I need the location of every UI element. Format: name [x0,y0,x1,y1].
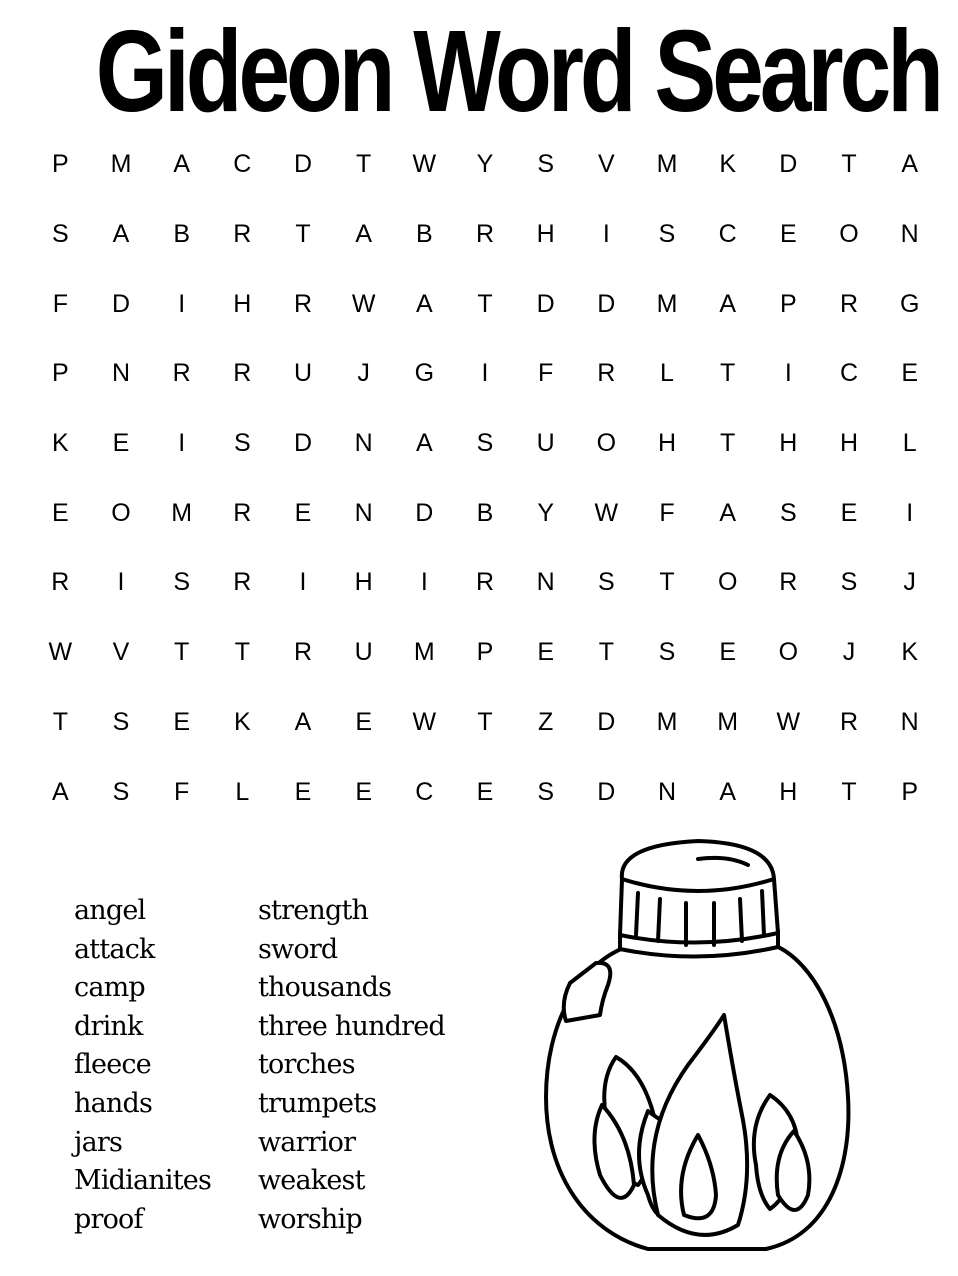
grid-letter: S [537,150,554,179]
grid-letter: R [839,707,859,736]
grid-letter: L [902,429,917,458]
grid-letter: T [720,359,736,388]
grid-letter: D [293,429,313,458]
grid-letter: W [412,707,437,736]
grid-letter: D [415,498,434,527]
grid-letter: I [420,568,428,597]
grid-letter: M [656,150,678,179]
grid-letter: B [415,220,433,249]
grid-letter: O [111,498,131,527]
grid-letter: O [717,568,738,597]
letter-grid [30,130,940,827]
grid-letter: J [903,568,916,597]
grid-letter: W [351,289,376,318]
grid-letter: O [839,220,859,249]
grid-letter: S [537,777,554,806]
grid-letter: P [476,638,494,667]
grid-letter: O [778,638,799,667]
grid-letter: R [475,568,495,597]
grid-letter: E [537,638,554,667]
grid-letter: R [233,568,252,597]
grid-letter: N [900,707,919,736]
grid-letter: U [354,638,373,667]
grid-letter: P [51,359,69,388]
grid-letter: R [597,359,616,388]
grid-letter: R [293,289,313,318]
grid-letter: R [172,359,191,388]
grid-letter: G [899,289,920,318]
grid-letter: E [294,777,312,806]
grid-letter: E [719,638,736,667]
grid-letter: H [839,429,859,458]
grid-letter: I [178,429,186,458]
grid-letter: A [901,150,918,179]
grid-letter: H [233,289,252,318]
grid-letter: R [839,289,859,318]
grid-letter: R [233,220,252,249]
grid-letter: I [906,498,914,527]
grid-letter: N [657,777,677,806]
grid-letter: W [48,638,73,667]
grid-letter: R [51,568,70,597]
word-list-item: worship [258,1203,362,1235]
grid-letter: F [659,498,675,527]
grid-letter: E [779,220,797,249]
grid-letter: R [233,359,252,388]
grid-letter: D [779,150,798,179]
grid-letter: V [112,638,130,667]
word-list-item: angel [74,895,146,926]
grid-letter: H [657,429,677,458]
word-list-item: weakest [258,1165,365,1197]
grid-letter: S [233,429,251,458]
grid-letter: T [234,638,250,667]
grid-letter: D [597,707,616,736]
grid-letter: S [173,568,190,597]
grid-letter: G [414,359,435,388]
word-list-item: fleece [74,1049,151,1081]
word-list-item: strength [258,895,369,926]
word-list-left [74,892,211,1239]
grid-letter: V [597,150,615,179]
word-list-item: trumpets [258,1087,377,1119]
grid-letter: M [171,498,193,527]
grid-letter: A [719,289,736,318]
grid-letter: Y [476,150,494,179]
grid-letter: A [51,777,69,806]
grid-letter: S [112,707,130,736]
jar-cap-ridge [658,899,660,941]
grid-letter: D [597,777,616,806]
grid-letter: E [51,498,69,527]
grid-letter: B [476,498,494,527]
grid-letter: R [779,568,798,597]
grid-letter: A [415,289,433,318]
grid-letter: N [536,568,555,597]
grid-letter: I [481,359,489,388]
jar-with-flame-icon [538,835,858,1260]
word-list-item: three hundred [258,1010,445,1042]
grid-letter: M [110,150,132,179]
grid-letter: T [174,638,190,667]
grid-letter: N [900,220,919,249]
grid-letter: T [295,220,311,249]
word-list-item: torches [258,1049,355,1081]
grid-letter: P [901,777,918,806]
grid-letter: F [174,777,190,806]
grid-letter: F [538,359,554,388]
grid-letter: E [355,777,372,806]
grid-letter: S [840,568,858,597]
grid-letter: T [477,289,493,318]
grid-letter: C [415,777,434,806]
grid-letter: D [293,150,313,179]
grid-letter: U [536,429,555,458]
grid-letter: A [173,150,190,179]
grid-letter: R [475,220,495,249]
grid-letter: S [51,220,69,249]
grid-letter: W [776,707,801,736]
grid-letter: E [840,498,858,527]
grid-letter: T [598,638,614,667]
grid-letter: C [233,150,252,179]
grid-letter: J [357,359,370,388]
grid-letter: E [173,707,190,736]
grid-letter: D [597,289,616,318]
grid-letter: S [597,568,615,597]
jar-cap-ridge [636,893,638,935]
grid-letter: A [294,707,312,736]
jar-cap-ridge [740,899,742,941]
grid-letter: K [719,150,736,179]
grid-letter: A [355,220,372,249]
grid-letter: I [784,359,792,388]
grid-letter: D [536,289,555,318]
grid-letter: T [841,777,857,806]
word-list-item: warrior [258,1126,356,1158]
grid-letter: E [476,777,494,806]
word-list-item: camp [74,972,145,1004]
grid-letter: P [51,150,69,179]
grid-letter: A [415,429,433,458]
grid-letter: B [173,220,190,249]
grid-letter: N [354,429,373,458]
grid-letter: A [112,220,130,249]
grid-letter: J [842,638,856,667]
page-title: Gideon Word Search [95,6,940,136]
grid-letter: M [717,707,739,736]
grid-letter: I [178,289,186,318]
word-list-item: thousands [258,972,392,1004]
grid-letter: M [656,289,678,318]
grid-letter: U [293,359,313,388]
grid-letter: E [901,359,918,388]
grid-letter: T [841,150,857,179]
grid-letter: W [594,498,619,527]
grid-letter: E [294,498,312,527]
word-list-item: hands [74,1087,153,1119]
grid-letter: Z [538,707,554,736]
grid-letter: I [117,568,125,597]
grid-letter: M [656,707,678,736]
grid-letter: S [476,429,494,458]
grid-letter: E [355,707,372,736]
grid-letter: H [779,777,798,806]
grid-letter: P [779,289,797,318]
grid-letter: C [718,220,737,249]
grid-letter: C [839,359,859,388]
word-list-right [258,892,445,1239]
grid-letter: K [233,707,251,736]
word-list-item: proof [74,1203,143,1235]
grid-letter: H [536,220,555,249]
grid-letter: S [658,638,676,667]
grid-letter: S [779,498,797,527]
grid-letter: Y [537,498,554,527]
grid-letter: R [233,498,252,527]
word-list-item: attack [74,933,155,965]
grid-letter: O [596,429,617,458]
grid-letter: I [299,568,307,597]
grid-letter: S [658,220,676,249]
word-list-item: sword [258,933,338,965]
grid-letter: T [356,150,372,179]
word-list-item: drink [74,1010,143,1042]
grid-letter: H [354,568,373,597]
grid-letter: R [293,638,313,667]
grid-letter: L [235,777,250,806]
grid-letter: A [719,498,736,527]
grid-letter: T [659,568,675,597]
grid-letter: M [413,638,435,667]
grid-letter: S [112,777,130,806]
word-list-item: Midianites [74,1165,212,1197]
grid-letter: A [719,777,736,806]
grid-letter: T [52,707,68,736]
grid-letter: T [477,707,493,736]
grid-letter: W [412,150,437,179]
grid-letter: F [52,289,68,318]
grid-letter: N [354,498,373,527]
grid-letter: K [51,429,69,458]
grid-letter: D [111,289,131,318]
grid-letter: I [602,220,610,249]
jar-cap-ridge [762,891,764,935]
grid-letter: H [779,429,798,458]
grid-letter: K [901,638,918,667]
grid-letter: L [660,359,674,388]
grid-letter: N [111,359,131,388]
grid-letter: T [720,429,736,458]
grid-letter: E [112,429,130,458]
word-list-item: jars [74,1126,123,1158]
